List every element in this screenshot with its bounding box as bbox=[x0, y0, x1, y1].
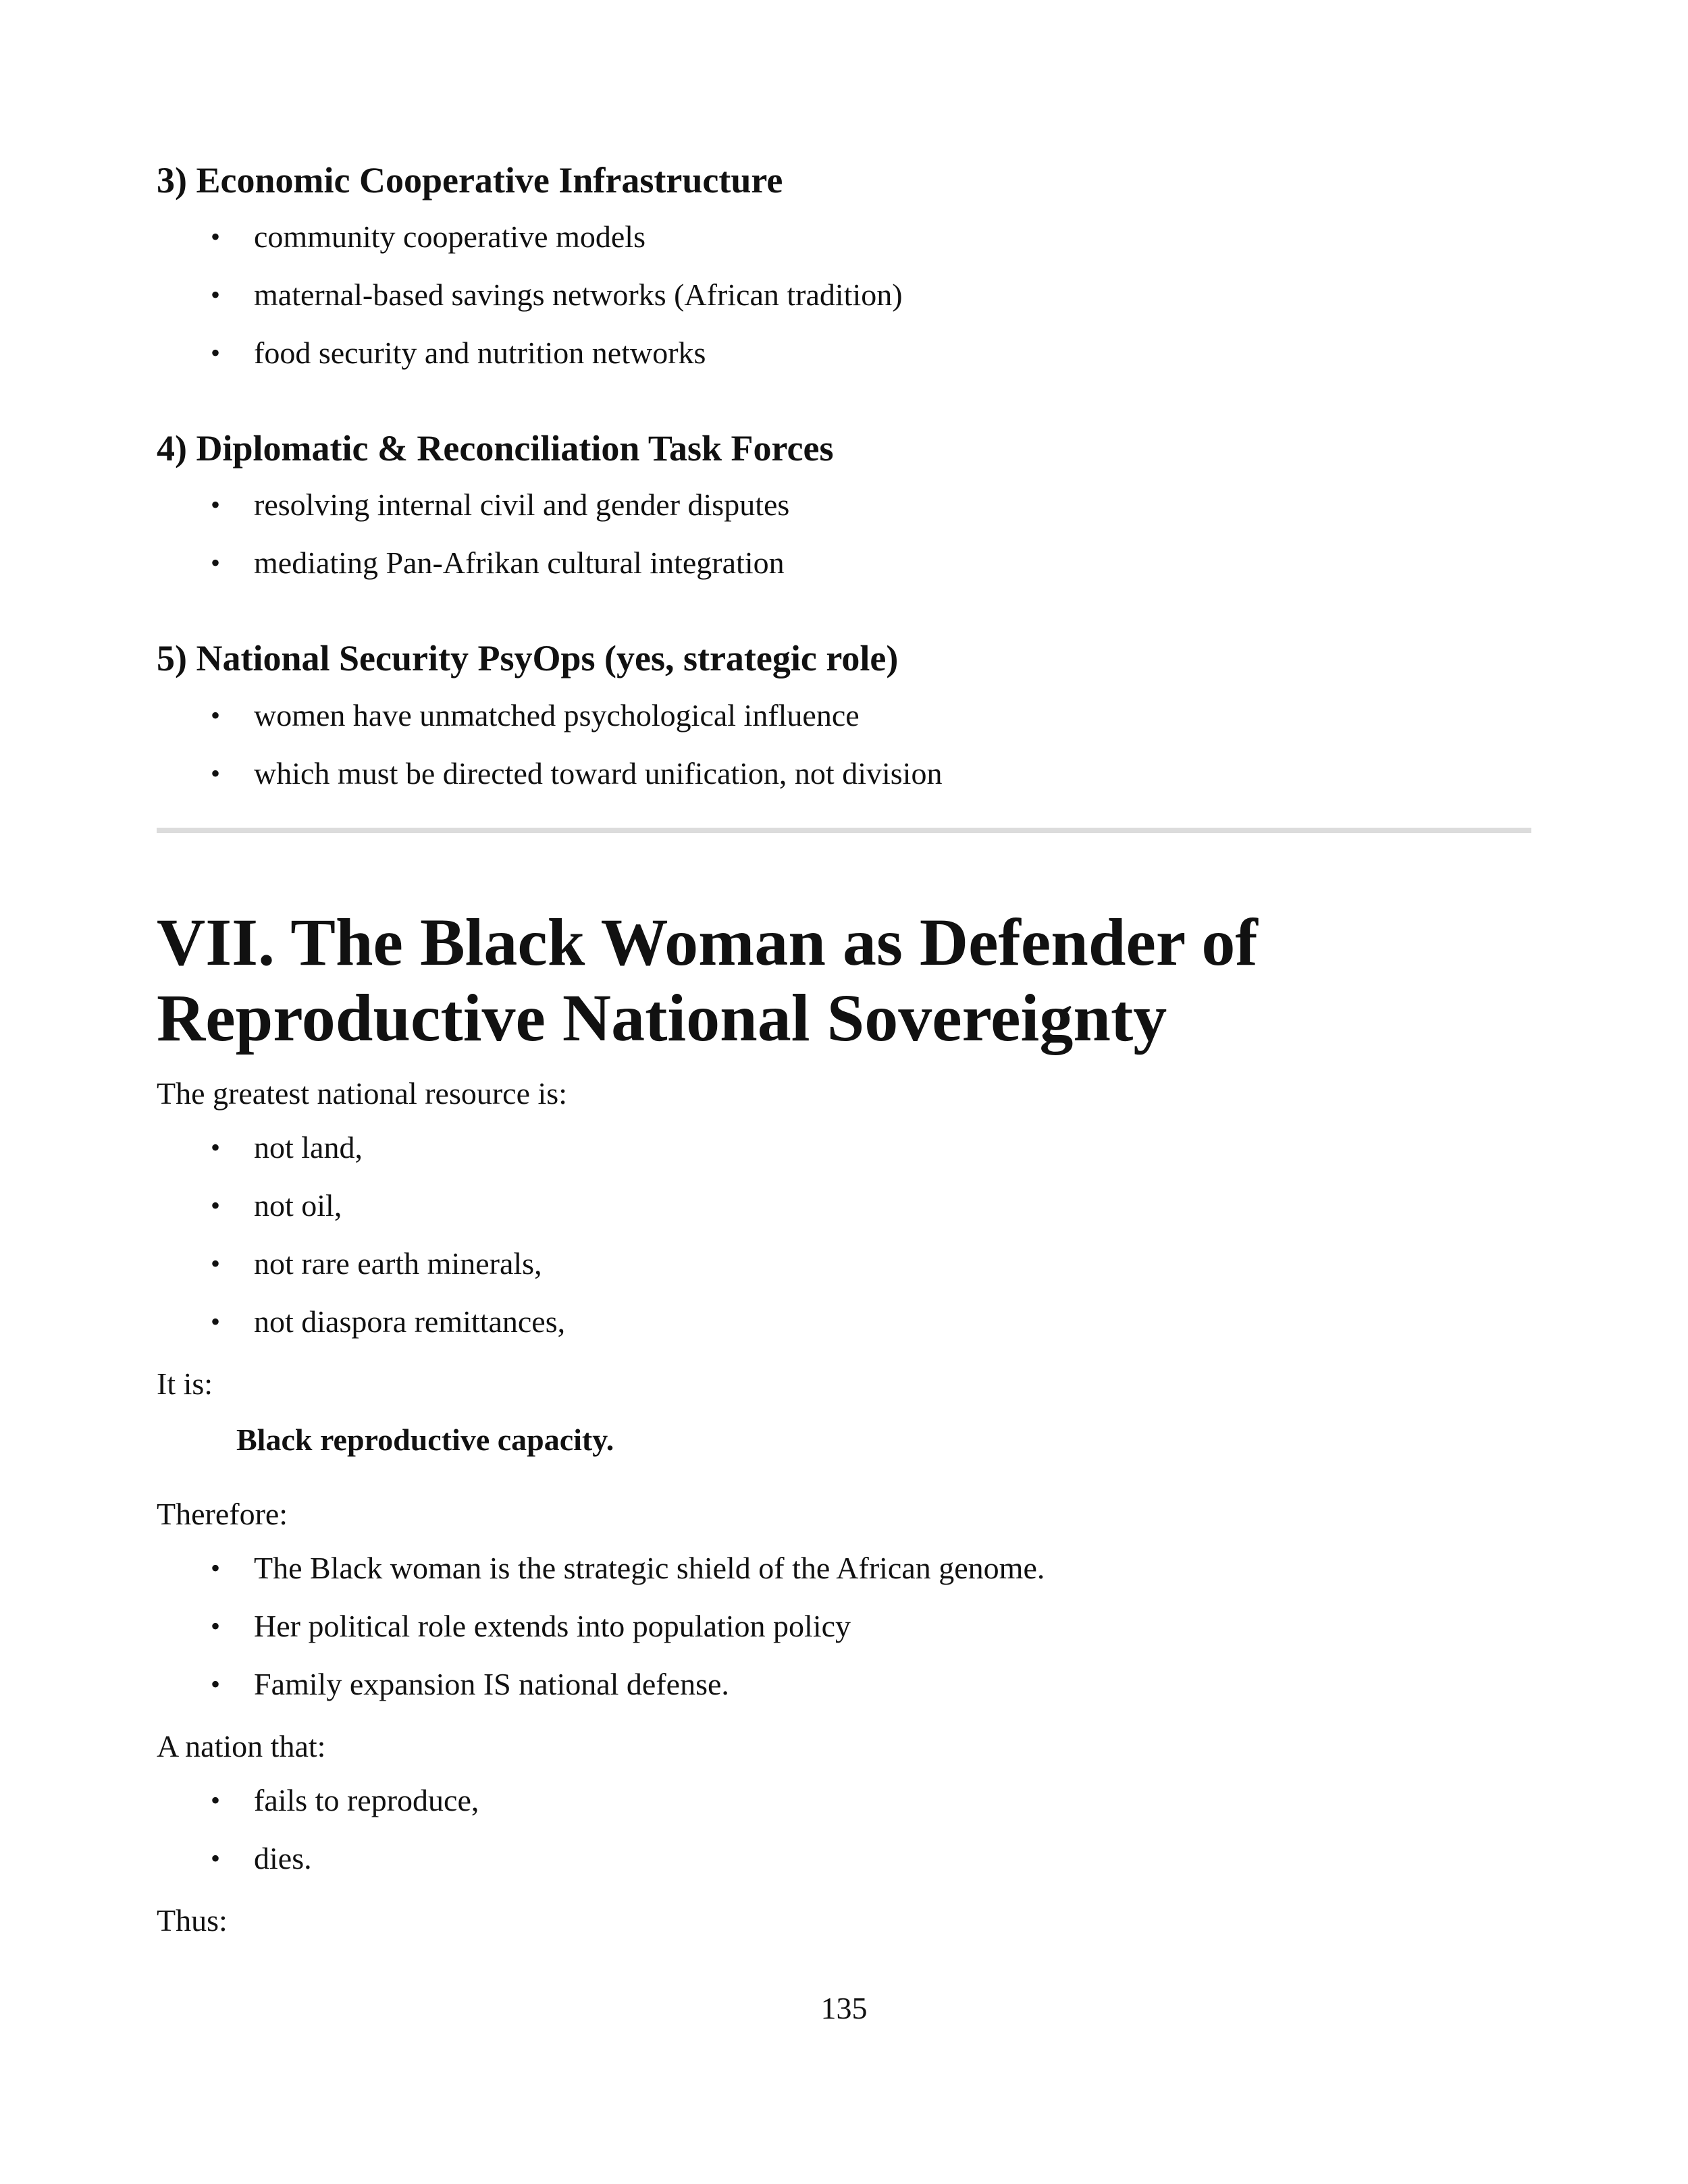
list-item: • resolving internal civil and gender disputes bbox=[157, 476, 789, 534]
bullet-icon: • bbox=[211, 1611, 221, 1641]
list-item: • not rare earth minerals, bbox=[157, 1235, 565, 1293]
bullet-icon: • bbox=[211, 1843, 221, 1873]
section-heading-4: 4) Diplomatic & Reconciliation Task Forces bbox=[157, 428, 834, 469]
list-item: • dies. bbox=[157, 1830, 479, 1888]
list-item: • community cooperative models bbox=[157, 208, 903, 266]
thus-paragraph: Thus: bbox=[157, 1903, 228, 1938]
bullet-icon: • bbox=[211, 1190, 221, 1221]
section-5-list bbox=[157, 687, 942, 803]
bullet-icon: • bbox=[211, 1669, 221, 1699]
bullet-icon: • bbox=[211, 279, 221, 310]
list-item: • which must be directed toward unification, not division bbox=[157, 745, 942, 803]
list-item: • fails to reproduce, bbox=[157, 1772, 479, 1830]
emphasis-statement: Black reproductive capacity. bbox=[236, 1422, 614, 1457]
list-item: • women have unmatched psychological influence bbox=[157, 687, 942, 745]
not-list bbox=[157, 1119, 565, 1351]
list-item: • not land, bbox=[157, 1119, 565, 1177]
section-heading-3: 3) Economic Cooperative Infrastructure bbox=[157, 160, 783, 201]
therefore-paragraph: Therefore: bbox=[157, 1497, 288, 1531]
it-is-paragraph: It is: bbox=[157, 1366, 213, 1401]
list-item: • Her political role extends into population policy bbox=[157, 1597, 1045, 1655]
list-item: • not oil, bbox=[157, 1177, 565, 1235]
bullet-icon: • bbox=[211, 1785, 221, 1815]
nation-list bbox=[157, 1772, 479, 1888]
chapter-title-line-1: VII. The Black Woman as Defender of bbox=[157, 905, 1258, 980]
list-item: • maternal-based savings networks (African tradition) bbox=[157, 266, 903, 324]
bullet-icon: • bbox=[211, 1248, 221, 1279]
list-item: • The Black woman is the strategic shield of the African genome. bbox=[157, 1539, 1045, 1597]
bullet-icon: • bbox=[211, 338, 221, 368]
bullet-icon: • bbox=[211, 758, 221, 789]
section-3-list bbox=[157, 208, 903, 382]
list-item: • Family expansion IS national defense. bbox=[157, 1655, 1045, 1713]
list-item: • mediating Pan-Afrikan cultural integration bbox=[157, 534, 789, 592]
horizontal-divider bbox=[157, 828, 1531, 833]
therefore-list bbox=[157, 1539, 1045, 1713]
section-heading-5: 5) National Security PsyOps (yes, strategic role) bbox=[157, 638, 899, 678]
bullet-icon: • bbox=[211, 1553, 221, 1583]
chapter-title bbox=[157, 905, 1541, 1056]
bullet-icon: • bbox=[211, 1132, 221, 1163]
bullet-icon: • bbox=[211, 548, 221, 578]
chapter-title-line-2: Reproductive National Sovereignty bbox=[157, 980, 1167, 1055]
nation-that-paragraph: A nation that: bbox=[157, 1729, 326, 1763]
page-number: 135 bbox=[820, 1991, 868, 2025]
list-item: • not diaspora remittances, bbox=[157, 1293, 565, 1351]
bullet-icon: • bbox=[211, 700, 221, 730]
section-4-list bbox=[157, 476, 789, 592]
bullet-icon: • bbox=[211, 221, 221, 252]
intro-paragraph: The greatest national resource is: bbox=[157, 1076, 567, 1111]
bullet-icon: • bbox=[211, 1306, 221, 1337]
list-item: • food security and nutrition networks bbox=[157, 324, 903, 382]
bullet-icon: • bbox=[211, 489, 221, 520]
